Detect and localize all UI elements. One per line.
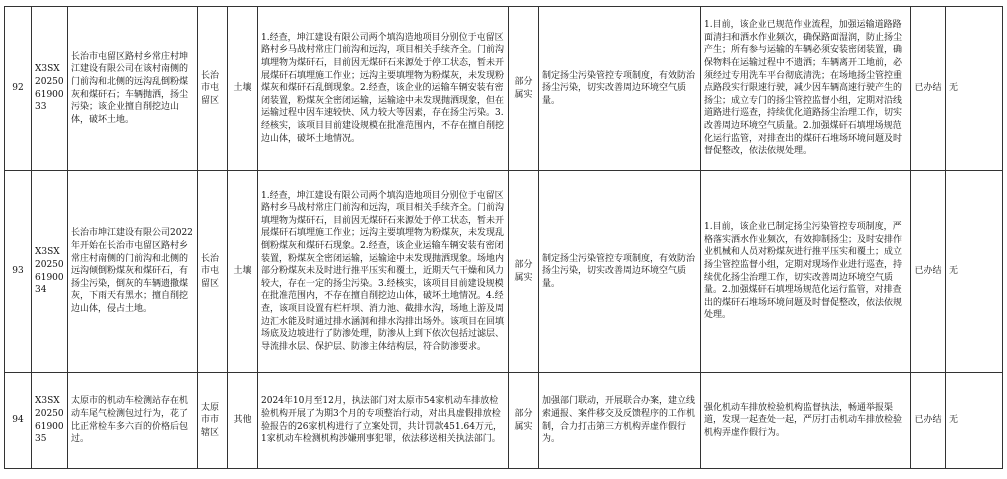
handling-measures: 制定扬尘污染管控专项制度，有效防治扬尘污染，切实改善周边环境空气质量。	[539, 7, 701, 171]
row-number: 92	[5, 7, 32, 171]
investigation-result: 1.经查，坤江建设有限公司两个填沟造地项目分别位于屯留区路村乡马战村常庄门前沟和远沟，项目相关手续齐全。门前沟填埋物为煤矸石，目前因无煤矸石来源处于停工状态，暂未开展煤矸石填埋施工作业；远沟主要填埋物为粉煤灰，未发现乱倒粉煤灰和煤矸石现象。2.经查，该企业运输车辆安装有密闭装置，粉煤灰全密闭运输，运输途中未发现抛洒现象。场地内部分粉煤灰未及时进行推平压实和覆土，近期天气干燥和风力较大，存在一定的扬尘污染。3.经核实，该项目目前建设规模在批准范围内，不存在擅自削挖边山体，破坏土地情况。4.经查，该项目设置有栏杆坝、消力池、截排水沟，场地上游及周边汇水能及时通过排水涵洞和排水沟排出场外。该项目在回填场底及边坡进行了防渗处理，防渗从上到下依次包括过滤层、导流排水层、保护层、防渗主体结构层，符合防渗要求。	[258, 171, 509, 373]
verification-status: 部分属实	[509, 373, 539, 469]
verification-status: 部分属实	[509, 7, 539, 171]
rectification-status: 1.目前，该企业已规范作业流程，加强运输道路路面清扫和洒水作业频次，确保路面湿润，防止扬尘产生；所有参与运输的车辆必须安装密闭装置，确保物料在运输过程中不遗洒；车辆离开工地前，必须经过专用洗车平台彻底清洗；在场地扬尘管控重点路段实行限速行驶，减少因车辆高速行驶产生的扬尘；成立专门的扬尘管控监督小组，定期对沿线道路进行巡查，持续优化道路扬尘治理工作，切实改善周边环境空气质量。2.加强煤矸石填埋场规范化运行监管，对排查出的煤矸石堆场环境问题及时督促整改，依法依规处理。	[701, 7, 911, 171]
table-row	[5, 171, 1003, 373]
case-code: X3SX202506190034	[32, 171, 68, 373]
accountability: 无	[946, 373, 1003, 469]
handling-measures: 制定扬尘污染管控专项制度，有效防治扬尘污染，切实改善周边环境空气质量。	[539, 171, 701, 373]
row-number: 93	[5, 171, 32, 373]
row-number: 94	[5, 373, 32, 469]
table-row	[5, 7, 1003, 171]
completion-status: 已办结	[911, 171, 946, 373]
investigation-result: 2024年10月至12月，执法部门对太原市54家机动车排放检验机构开展了为期3个月的专项整治行动，对出具虚假排放检验报告的26家机构进行了立案处罚，共计罚款451.64万元，1家机动车检测机构涉嫌刑事犯罪，依法移送相关执法部门。	[258, 373, 509, 469]
region: 长治市屯留区	[198, 171, 228, 373]
accountability: 无	[946, 7, 1003, 171]
region: 长治市屯留区	[198, 7, 228, 171]
investigation-result: 1.经查，坤江建设有限公司两个填沟造地项目分别位于屯留区路村乡马战村常庄门前沟和远沟，项目相关手续齐全。门前沟填埋物为煤矸石，目前因无煤矸石来源处于停工状态，暂未开展煤矸石填埋施工作业；远沟主要填埋物为粉煤灰，未发现粉煤灰和煤矸石乱倒现象。2.经查，该企业的运输车辆安装有密闭装置，粉煤灰全密闭运输，运输途中未发现抛洒现象，但在运输过程中因车速较快、风力较大等因素，存在扬尘污染。3.经核实，该项目目前建设规模在批准范围内，不存在擅自削挖边山体，破坏土地情况。	[258, 7, 509, 171]
rectification-status: 强化机动车排放检验机构监督执法，畅通举报渠道，发现一起查处一起，严厉打击机动车排放检验机构弄虚作假行为。	[701, 373, 911, 469]
complaint-content: 长治市屯留区路村乡常庄村坤江建设有限公司在该村南侧的门前沟和北侧的远沟乱倒粉煤灰和煤矸石；车辆抛洒，扬尘污染；该企业擅自削挖边山体，破坏土地。	[68, 7, 198, 171]
verification-status: 部分属实	[509, 171, 539, 373]
completion-status: 已办结	[911, 7, 946, 171]
pollution-type: 其他	[228, 373, 258, 469]
handling-measures: 加强部门联动，开展联合办案，建立线索通报、案件移交及反馈程序的工作机制，合力打击第三方机构弄虚作假行为。	[539, 373, 701, 469]
complaint-content: 长治市坤江建设有限公司2022年开始在长治市屯留区路村乡常庄村南侧的门前沟和北侧的远沟倾倒粉煤灰和煤矸石，有扬尘污染，倒灰的车辆遗撒煤灰，下雨天有黑水；擅自削挖边山体，侵占土地。	[68, 171, 198, 373]
completion-status: 已办结	[911, 373, 946, 469]
complaint-table	[4, 6, 1003, 469]
accountability: 无	[946, 171, 1003, 373]
region: 太原市市辖区	[198, 373, 228, 469]
case-code: X3SX202506190033	[32, 7, 68, 171]
pollution-type: 土壤	[228, 171, 258, 373]
pollution-type: 土壤	[228, 7, 258, 171]
complaint-content: 太原市的机动车检测站存在机动车尾气检测包过行为，花了比正常检车多六百的价格后包过。	[68, 373, 198, 469]
table-row	[5, 373, 1003, 469]
case-code: X3SX202506190035	[32, 373, 68, 469]
rectification-status: 1.目前，该企业已制定扬尘污染管控专项制度，严格落实洒水作业频次，有效抑制扬尘；及时安排作业机械和人员对粉煤灰进行推平压实和覆土；成立扬尘管控监督小组，定期对现场作业进行巡查，持续优化扬尘治理工作，切实改善周边环境空气质量。2.加强煤矸石填埋场规范化运行监管，对排查出的煤矸石堆场环境问题及时督促整改，依法依规处理。	[701, 171, 911, 373]
